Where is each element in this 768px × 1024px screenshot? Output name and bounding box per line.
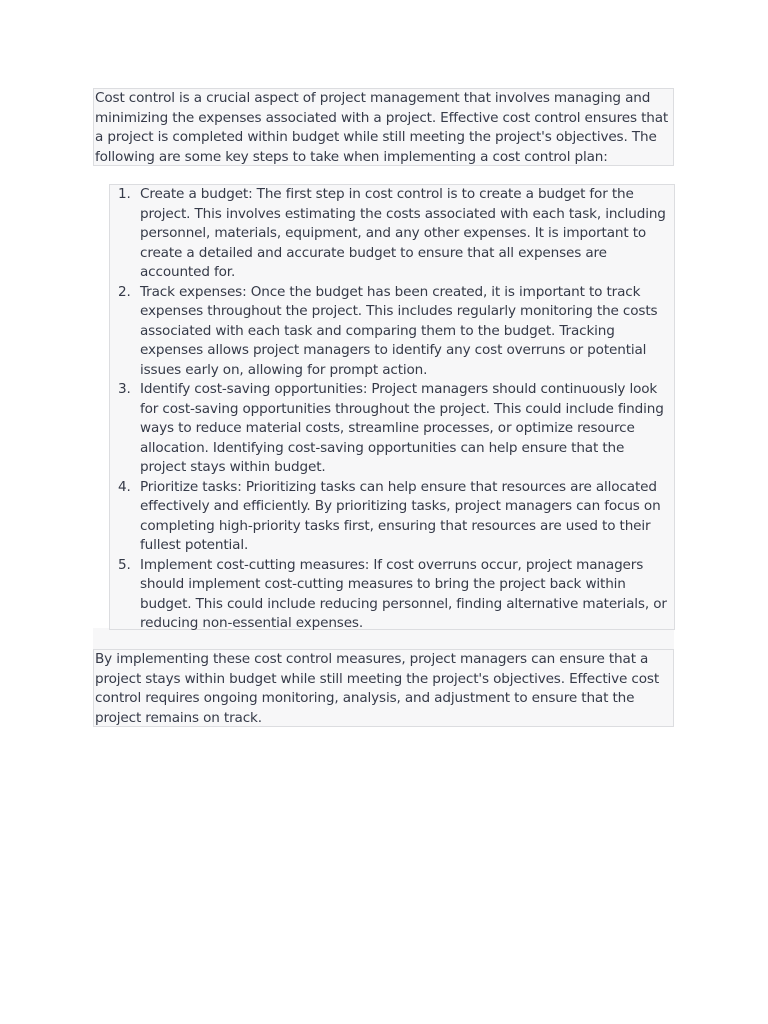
list-item-text: Track expenses: Once the budget has been created, it is important to track expenses throughout the project. This includes regularly monitoring the costs associated with each task and comparing them to the budget. Tracking expenses allows project managers to identify any cost overruns or potential issues early on, allowing for prompt action. [140,283,658,378]
list-item [118,283,674,381]
list-item-number: 4. [118,478,131,495]
list-item [118,556,674,634]
steps-list [109,184,675,630]
list-item-text: Create a budget: The first step in cost control is to create a budget for the project. This involves estimating the costs associated with each task, including personnel, materials, equipment, and any other expenses. It is important to create a detailed and accurate budget to ensure that all expenses are accounted for. [140,186,666,280]
list-item [118,380,674,478]
numbered-list [110,185,674,634]
list-item-number: 2. [118,283,131,300]
conclusion-paragraph [93,649,674,727]
list-item-number: 3. [118,381,131,397]
list-item-text: Implement cost-cutting measures: If cost overruns occur, project managers should implement cost-cutting measures to bring the project back within budget. This could include reducing personnel, finding alternative materials, or reducing non-essential expenses. [140,556,667,631]
list-item-text: Identify cost-saving opportunities: Project managers should continuously look for cost-saving opportunities throughout the project. This could include finding ways to reduce material costs, streamline processes, or optimize resource allocation. Identifying cost-saving opportunities can help ensure that the project stays within budget. [140,381,664,475]
list-item [118,185,674,283]
intro-text: Cost control is a crucial aspect of project management that involves managing and minimizing the expenses associated with a project. Effective cost control ensures that a project is completed within budget while still meeting the project's objectives. The following are some key steps to take when implementing a cost control plan: [95,90,669,165]
list-item-number: 5. [118,556,131,573]
intro-paragraph [93,88,674,166]
list-item-number: 1. [118,186,131,202]
conclusion-text: By implementing these cost control measures, project managers can ensure that a project stays within budget while still meeting the project's objectives. Effective cost control requires ongoing monitoring, analysis, and adjustment to ensure that the project remains on track. [95,651,660,726]
list-item-text: Prioritize tasks: Prioritizing tasks can help ensure that resources are allocated effectively and efficiently. By prioritizing tasks, project managers can focus on completing high-priority tasks first, ensuring that resources are used to their fullest potential. [140,478,661,553]
list-item [118,478,674,556]
